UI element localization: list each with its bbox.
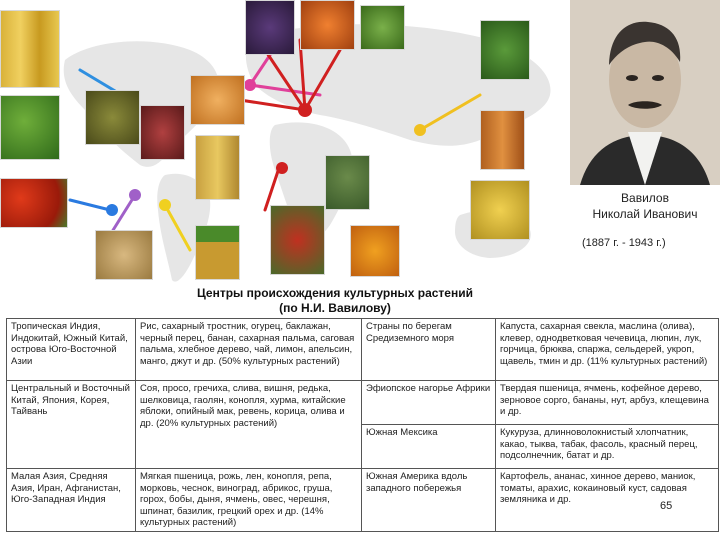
world-map-figure: [0, 0, 570, 290]
region-cell: Центральный и Восточный Китай, Япония, Корея, Тайвань: [7, 381, 136, 469]
arrow-red-asia-dot: [298, 103, 312, 117]
region-cell: Южная Мексика: [362, 425, 496, 469]
surname: Вавилов: [621, 191, 669, 205]
region-cell: Южная Америка вдоль западного побережья: [362, 469, 496, 532]
flax-photo: [325, 155, 370, 210]
pineapple-photo: [195, 225, 240, 280]
arrow-blue-southamerica: [70, 200, 110, 210]
page-number: 65: [660, 500, 673, 512]
life-dates: (1887 г. - 1943 г.): [582, 237, 666, 249]
portrait-image: [570, 0, 720, 185]
region-cell: Тропическая Индия, Индокитай, Южный Китай, острова Юго-Восточной Азии: [7, 319, 136, 381]
caption-title: Центры происхождения культурных растений: [197, 286, 473, 300]
pea-pods-photo: [0, 95, 60, 160]
corn-photo: [0, 10, 60, 88]
tea-plant-photo: [480, 20, 530, 80]
grapes-photo: [245, 0, 295, 55]
table-row: [7, 319, 719, 381]
arrow-yellow-china-dot: [414, 124, 426, 136]
given-names: Николай Иванович: [592, 207, 698, 221]
vavilov-portrait: [570, 0, 720, 185]
crops-cell: Мягкая пшеница, рожь, лен, конопля, репа, морковь, чеснок, виноград, абрикос, груша, горох, бобы, дыня, ячмень, овес, черешня, шпинат, базилик, грецкий орех и др. (14% культурных растений): [136, 469, 362, 532]
beans-photo: [85, 90, 140, 145]
caption-subtitle: (по Н.И. Вавилову): [279, 301, 391, 315]
cacao-pod-photo: [140, 105, 185, 160]
arrow-red-ethiopia-dot: [276, 162, 288, 174]
crops-cell: Картофель, ананас, хинное дерево, маниок, томаты, арахис, кокаиновый куст, садовая земляника и др.: [496, 469, 719, 532]
oranges-photo: [350, 225, 400, 277]
region-cell: Страны по берегам Средиземного моря: [362, 319, 496, 381]
table-row: [7, 381, 719, 425]
region-cell: Эфиопское нагорье Африки: [362, 381, 496, 425]
portrait-name: [570, 190, 720, 222]
crops-cell: Кукуруза, длинноволокнистый хлопчатник, какао, тыква, табак, фасоль, красный перец, подсолнечник, батат и др.: [496, 425, 719, 469]
region-cell: Малая Азия, Средняя Азия, Иран, Афганистан, Юго-Западная Индия: [7, 469, 136, 532]
table-row: [7, 469, 719, 532]
potatoes-photo: [95, 230, 153, 280]
bananas-photo: [470, 180, 530, 240]
grain-ears-photo: [480, 110, 525, 170]
arrow-purple-andes-dot: [129, 189, 141, 201]
crops-cell: Твердая пшеница, ячмень, кофейное дерево, зерновое сорго, бананы, нут, арбуз, клещевина и др.: [496, 381, 719, 425]
coffee-photo: [270, 205, 325, 275]
crops-cell: Капуста, сахарная свекла, маслина (олива), клевер, однодветковая чечевица, люпин, лук, горчица, брюква, спаржа, сельдерей, укроп, щавель, тмин и др. (11% культурных растений): [496, 319, 719, 381]
arrow-magenta-mediterranean-dot: [244, 79, 256, 91]
arrow-blue-southamerica-dot: [106, 204, 118, 216]
figure-caption: [150, 286, 520, 316]
wheat-photo: [195, 135, 240, 200]
crops-cell: Соя, просо, гречиха, слива, вишня, редька, шелковица, гаолян, конопля, хурма, китайские яблоки, опийный мак, ревень, корица, олива и др. (20% культурных растений): [136, 381, 362, 469]
arrow-yellow-chile-dot: [159, 199, 171, 211]
crops-cell: Рис, сахарный тростник, огурец, баклажан, черный перец, банан, сахарная пальма, саговая пальма, хлебное дерево, чай, лимон, апельсин, манго, джут и др. (50% культурных растений): [136, 319, 362, 381]
leafy-crop-photo: [360, 5, 405, 50]
centers-of-origin-table: [6, 318, 719, 532]
tomatoes-photo: [0, 178, 68, 228]
melon-photo: [190, 75, 245, 125]
apricots-photo: [300, 0, 355, 50]
